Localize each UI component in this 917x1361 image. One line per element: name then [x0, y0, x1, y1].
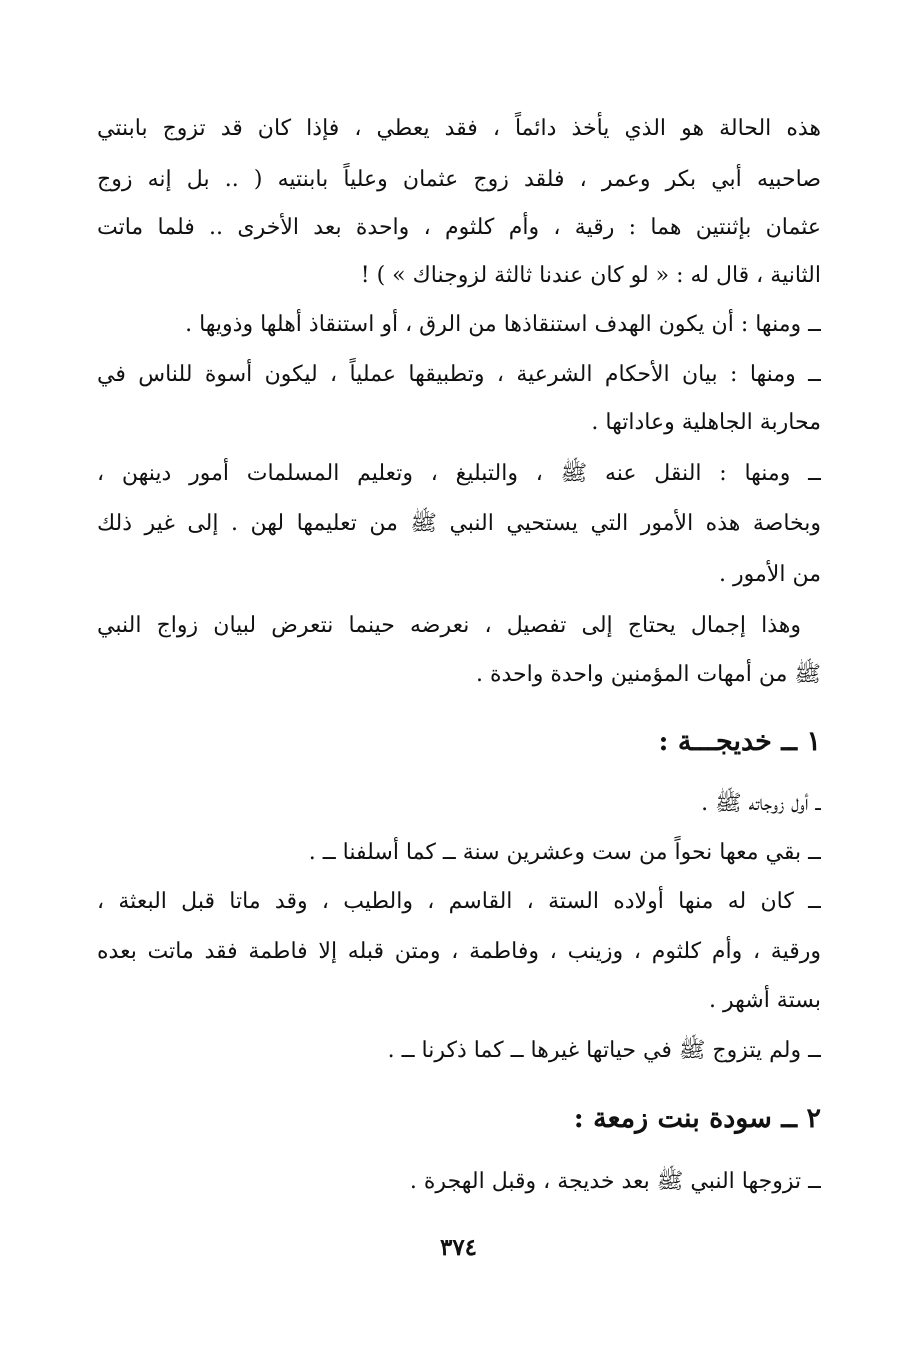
page-number: ٣٧٤ — [439, 1234, 478, 1261]
list-item-continuation: من الأمور . — [719, 562, 821, 587]
paragraph-line: هذه الحالة هو الذي يأخذ دائماً ، فقد يعطي ، فإذا كان قد تزوج بابنتي — [97, 116, 821, 141]
list-item: ــ كان له منها أولاده الستة ، القاسم ، والطيب ، وقد ماتا قبل البعثة ، — [97, 889, 821, 914]
list-item: ــ ومنها : بيان الأحكام الشرعية ، وتطبيقها عملياً ، ليكون أسوة للناس في — [97, 362, 821, 387]
list-item-continuation: محاربة الجاهلية وعاداتها . — [591, 410, 821, 435]
list-item: ــ ومنها : النقل عنه ﷺ ، والتبليغ ، وتعليم المسلمات أمور دينهن ، — [97, 461, 821, 486]
paragraph-line: ﷺ من أمهات المؤمنين واحدة واحدة . — [475, 662, 821, 687]
section-heading: ١ ــ خديجـــة : — [658, 726, 821, 757]
list-item-continuation: وبخاصة هذه الأمور التي يستحيي النبي ﷺ من تعليمها لهن . إلى غير ذلك — [97, 511, 821, 536]
list-item: ــ ولم يتزوج ﷺ في حياتها غيرها ــ كما ذكرنا ــ . — [387, 1038, 821, 1063]
list-item: ــ بقي معها نحواً من ست وعشرين سنة ــ كما أسلفنا ــ . — [308, 840, 821, 865]
paragraph-line: صاحبيه أبي بكر وعمر ، فلقد زوج عثمان وعلياً بابنتيه ( .. بل إنه زوج — [97, 167, 821, 192]
section-heading: ٢ ــ سودة بنت زمعة : — [573, 1103, 821, 1134]
list-item-continuation: ورقية ، وأم كلثوم ، وزينب ، وفاطمة ، ومتن قبله إلا فاطمة فقد ماتت بعده — [97, 939, 821, 964]
paragraph-line: الثانية ، قال له : « لو كان عندنا ثالثة لزوجناك » ) ! — [360, 263, 821, 288]
list-item: ــ تزوجها النبي ﷺ بعد خديجة ، وقبل الهجرة . — [409, 1169, 821, 1194]
paragraph-line: وهذا إجمال يحتاج إلى تفصيل ، نعرضه حينما نتعرض لبيان زواج النبي — [97, 613, 801, 638]
list-item: ــ ومنها : أن يكون الهدف استنقاذها من الرق ، أو استنقاذ أهلها وذويها . — [185, 312, 821, 337]
list-item-continuation: بستة أشهر . — [709, 988, 821, 1013]
list-item: ــ أول زوجاته ﷺ . — [701, 791, 821, 816]
paragraph-line: عثمان بإثنتين هما : رقية ، وأم كلثوم ، واحدة بعد الأخرى .. فلما ماتت — [97, 215, 821, 240]
